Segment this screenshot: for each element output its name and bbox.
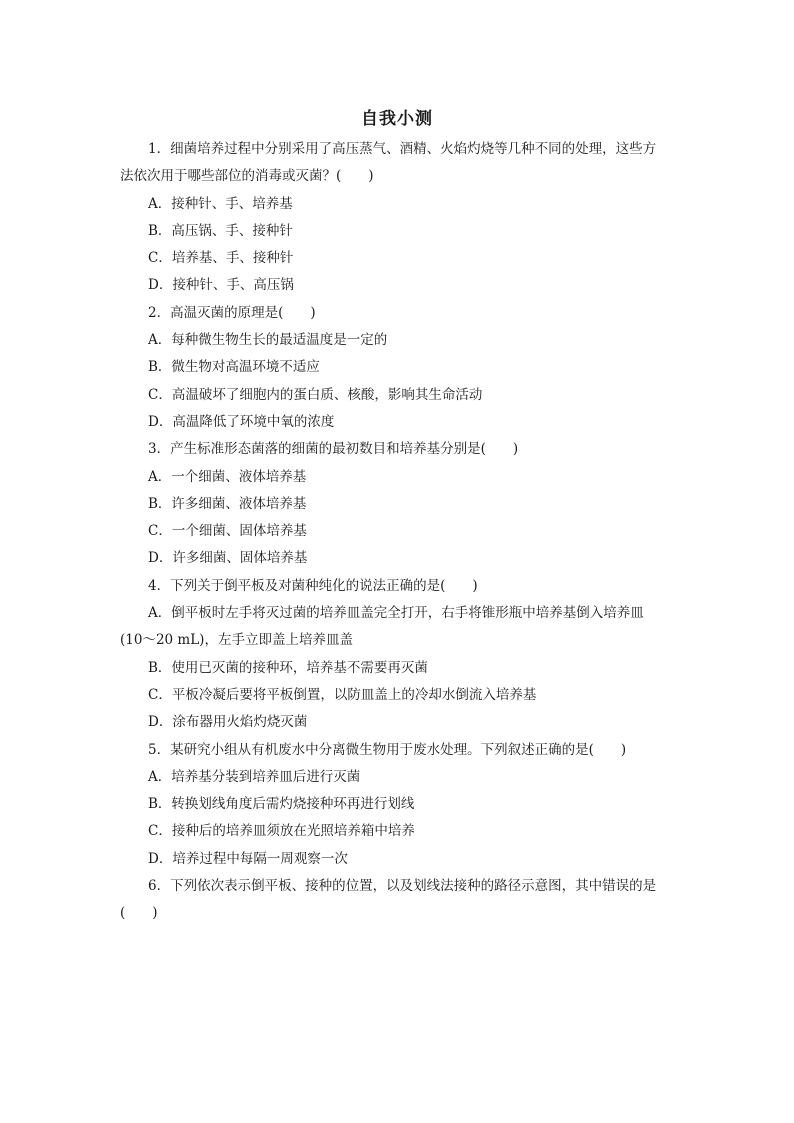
answer-option: D．高温降低了环境中氧的浓度: [148, 413, 335, 430]
answer-option: A．每种微生物生长的最适温度是一定的: [148, 332, 388, 349]
answer-option: A．接种针、手、培养基: [148, 195, 293, 212]
answer-option: C．一个细菌、固体培养基: [148, 523, 307, 540]
question-continuation: ( ): [120, 905, 158, 922]
answer-option: A．培养基分装到培养皿后进行灭菌: [148, 768, 361, 785]
answer-option: A．倒平板时左手将灭过菌的培养皿盖完全打开，右手将锥形瓶中培养基倒入培养皿: [148, 605, 644, 622]
question-continuation: (10～20 mL)，左手立即盖上培养皿盖: [120, 632, 353, 649]
answer-option: C．高温破坏了细胞内的蛋白质、核酸，影响其生命活动: [148, 386, 483, 403]
answer-option: D．涂布器用火焰灼烧灭菌: [148, 714, 308, 731]
question-body: [120, 136, 680, 928]
answer-option: B．转换划线角度后需灼烧接种环再进行划线: [148, 796, 415, 813]
answer-option: D．接种针、手、高压锅: [148, 277, 294, 294]
answer-option: A．一个细菌、液体培养基: [148, 468, 307, 485]
answer-option: B．许多细菌、液体培养基: [148, 495, 307, 512]
answer-option: B．微生物对高温环境不适应: [148, 359, 320, 376]
answer-option: C．平板冷凝后要将平板倒置，以防皿盖上的冷却水倒流入培养基: [148, 686, 537, 703]
question-line: 5．某研究小组从有机废水中分离微生物用于废水处理。下列叙述正确的是( ): [148, 741, 627, 758]
page-title: 自我小测: [361, 109, 433, 129]
question-continuation: 法依次用于哪些部位的消毒或灭菌？( ): [120, 168, 374, 185]
answer-option: D．许多细菌、固体培养基: [148, 550, 308, 567]
question-line: 3．产生标准形态菌落的细菌的最初数目和培养基分别是( ): [148, 441, 519, 458]
question-line: 6．下列依次表示倒平板、接种的位置，以及划线法接种的路径示意图，其中错误的是: [148, 878, 657, 895]
answer-option: C．培养基、手、接种针: [148, 250, 294, 267]
question-line: 2．高温灭菌的原理是( ): [148, 304, 316, 321]
question-line: 1．细菌培养过程中分别采用了高压蒸气、酒精、火焰灼烧等几种不同的处理，这些方: [148, 141, 657, 157]
answer-option: B．使用已灭菌的接种环，培养基不需要再灭菌: [148, 659, 428, 676]
answer-option: B．高压锅、手、接种针: [148, 222, 293, 239]
answer-option: C．接种后的培养皿须放在光照培养箱中培养: [148, 823, 415, 840]
answer-option: D．培养过程中每隔一周观察一次: [148, 850, 348, 867]
question-line: 4．下列关于倒平板及对菌种纯化的说法正确的是( ): [148, 577, 478, 594]
